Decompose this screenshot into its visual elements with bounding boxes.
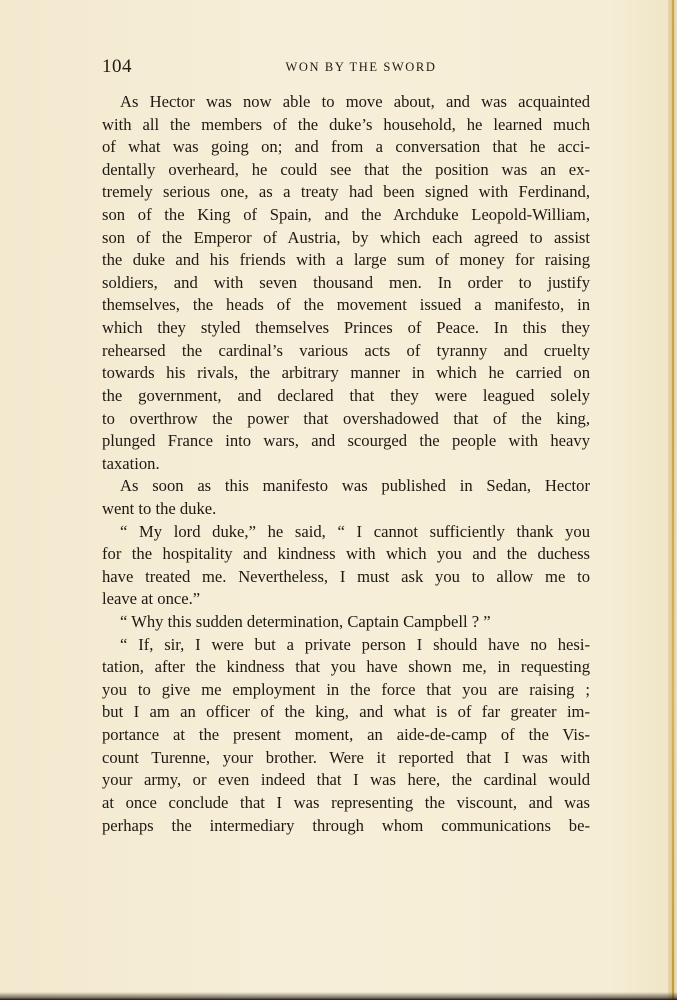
text-line: “ My lord duke,” he said, “ I cannot sufficiently thank you: [120, 521, 590, 541]
text-line: have treated me. Nevertheless, I must ask you to allow me to: [102, 566, 590, 586]
text-line: with all the members of the duke’s household, he learned much: [102, 114, 590, 134]
page-header: [102, 55, 590, 79]
text-line: taxation.: [102, 453, 160, 473]
page-number: 104: [102, 56, 132, 77]
text-line: rehearsed the cardinal’s various acts of tyranny and cruelty: [102, 340, 590, 360]
text-line: portance at the present moment, an aide-de-camp of the Vis-: [102, 725, 590, 745]
text-line: the duke and his friends with a large sum of money for raising: [102, 250, 590, 270]
text-line: soldiers, and with seven thousand men. In order to justify: [102, 272, 590, 292]
text-line: dentally overheard, he could see that the position was an ex-: [102, 159, 590, 179]
text-line: As soon as this manifesto was published in Sedan, Hector: [120, 476, 590, 496]
text-line: perhaps the intermediary through whom communications be-: [102, 815, 590, 835]
text-line: towards his rivals, the arbitrary manner in which he carried on: [102, 363, 590, 383]
text-line: went to the duke.: [102, 498, 217, 518]
page-bottom-shadow: [0, 992, 677, 1000]
body-text: [102, 91, 590, 837]
running-title: WON BY THE SWORD: [285, 60, 437, 74]
text-line: “ If, sir, I were but a private person I should have no hesi-: [120, 634, 590, 654]
text-line: which they styled themselves Princes of Peace. In this they: [102, 318, 590, 338]
text-line: you to give me employment in the force that you are raising ;: [102, 679, 590, 699]
text-line: “ Why this sudden determination, Captain Campbell ? ”: [120, 612, 491, 632]
text-line: your army, or even indeed that I was here, the cardinal would: [102, 770, 590, 790]
text-line: count Turenne, your brother. Were it reported that I was with: [102, 747, 590, 767]
text-line: for the hospitality and kindness with which you and the duchess: [102, 544, 590, 564]
text-line: at once conclude that I was representing the viscount, and was: [102, 792, 590, 812]
text-line: leave at once.”: [102, 589, 201, 609]
page-edge-line: [672, 0, 674, 1000]
text-line: of what was going on; and from a conversation that he acci-: [102, 137, 590, 157]
text-line: themselves, the heads of the movement issued a manifesto, in: [102, 295, 590, 315]
text-line: but I am an officer of the king, and what is of far greater im-: [102, 702, 590, 722]
text-line: As Hector was now able to move about, and was acquainted: [120, 92, 590, 111]
text-line: the government, and declared that they were leagued solely: [102, 385, 590, 405]
text-line: son of the Emperor of Austria, by which each agreed to assist: [102, 227, 590, 247]
text-line: plunged France into wars, and scourged the people with heavy: [102, 431, 590, 451]
text-line: son of the King of Spain, and the Archduke Leopold-William,: [102, 205, 590, 225]
text-line: to overthrow the power that overshadowed that of the king,: [102, 408, 590, 428]
text-line: tation, after the kindness that you have shown me, in requesting: [102, 657, 590, 677]
text-line: tremely serious one, as a treaty had been signed with Ferdinand,: [102, 182, 590, 202]
